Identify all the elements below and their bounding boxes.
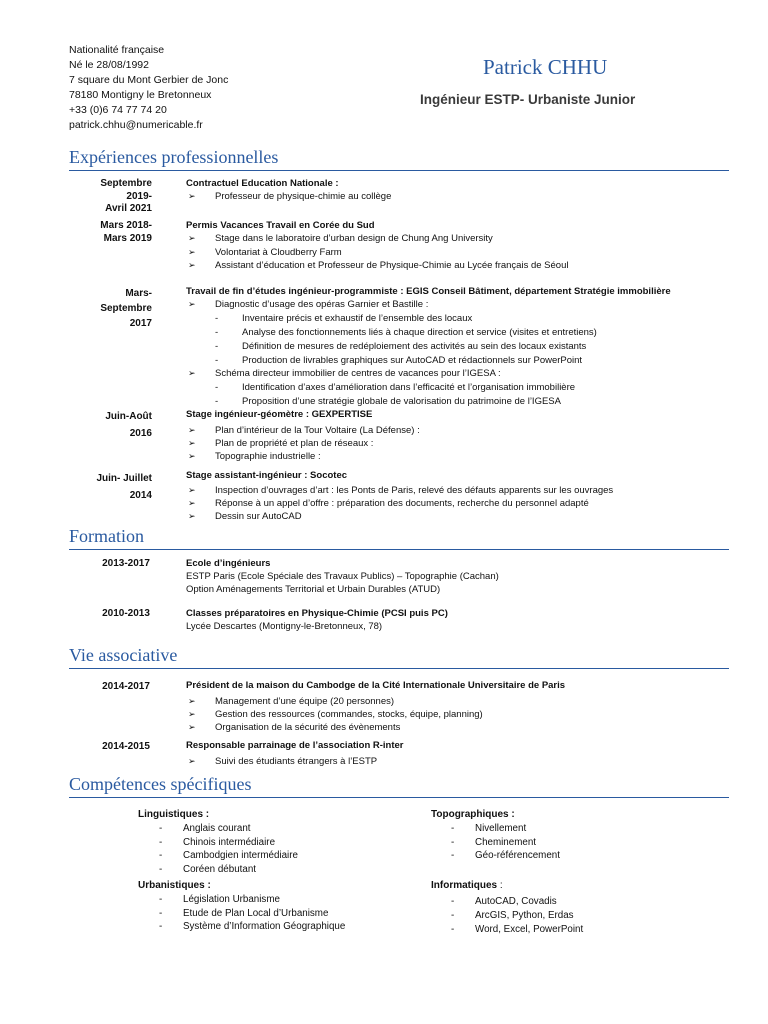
date-part: 2014 bbox=[129, 490, 152, 501]
bullet-text: Gestion des ressources (commandes, stocks, équipe, planning) bbox=[215, 709, 483, 720]
section-rule bbox=[69, 549, 729, 550]
bullet-item bbox=[188, 451, 321, 462]
arrow-bullet-icon: ➢ bbox=[188, 438, 196, 448]
skill-text: AutoCAD, Covadis bbox=[475, 896, 557, 907]
dash-glyph: - bbox=[451, 837, 455, 848]
date-part: Mars 2018- bbox=[100, 220, 152, 231]
skill-item bbox=[451, 823, 526, 834]
section-title-skills: Compétences spécifiques bbox=[69, 774, 252, 794]
entry-date bbox=[70, 408, 152, 442]
arrow-bullet-icon: ➢ bbox=[188, 247, 196, 257]
skill-group-title-topo: Topographiques : bbox=[431, 809, 515, 820]
skill-item bbox=[159, 850, 298, 861]
section-rule bbox=[69, 668, 729, 669]
skill-item bbox=[451, 837, 536, 848]
bullet-item bbox=[188, 511, 302, 522]
arrow-bullet-icon: ➢ bbox=[188, 709, 196, 719]
dash-glyph: - bbox=[215, 341, 219, 352]
entry-date: 2013-2017 bbox=[102, 558, 150, 569]
entry-date bbox=[70, 220, 152, 245]
sub-item bbox=[215, 355, 582, 366]
arrow-bullet-icon: ➢ bbox=[188, 191, 196, 201]
date-part: Juin- Juillet bbox=[96, 473, 152, 484]
skill-item bbox=[159, 894, 280, 905]
entry-date bbox=[70, 286, 152, 331]
date-part: Avril 2021 bbox=[105, 203, 152, 214]
bullet-item bbox=[188, 260, 568, 271]
bullet-text: Plan de propriété et plan de réseaux : bbox=[215, 438, 374, 449]
skill-item bbox=[159, 823, 251, 834]
entry-title: Permis Vacances Travail en Corée du Sud bbox=[186, 220, 375, 231]
entry-line: ESTP Paris (Ecole Spéciale des Travaux Publics) – Topographie (Cachan) bbox=[186, 571, 499, 582]
skill-text: Cambodgien intermédiaire bbox=[183, 850, 298, 861]
bullet-item bbox=[188, 696, 394, 707]
date-part: 2017 bbox=[129, 318, 152, 329]
arrow-bullet-icon: ➢ bbox=[188, 368, 196, 378]
dash-glyph: - bbox=[159, 894, 163, 905]
bullet-text: Topographie industrielle : bbox=[215, 451, 321, 462]
entry-date bbox=[70, 470, 152, 504]
skill-text: Cheminement bbox=[475, 837, 536, 848]
dash-glyph: - bbox=[159, 837, 163, 848]
bullet-text: Diagnostic d’usage des opéras Garnier et Bastille : bbox=[215, 299, 429, 310]
skill-text: ArcGIS, Python, Erdas bbox=[475, 910, 574, 921]
dash-glyph: - bbox=[215, 396, 219, 407]
entry-title: Président de la maison du Cambodge de la Cité Internationale Universitaire de Paris bbox=[186, 680, 566, 691]
bullet-item bbox=[188, 368, 501, 379]
bullet-item bbox=[188, 247, 342, 258]
skill-group-title-text: Informatiques bbox=[431, 880, 498, 891]
arrow-bullet-icon: ➢ bbox=[188, 722, 196, 732]
skill-group-title-urban: Urbanistiques : bbox=[138, 880, 211, 891]
sub-item-text: Proposition d’une stratégie globale de valorisation du patrimoine de l’IGESA bbox=[242, 396, 561, 407]
entry-title: Stage ingénieur-géomètre : GEXPERTISE bbox=[186, 409, 373, 420]
section-title-experience: Expériences professionnelles bbox=[69, 147, 279, 167]
bullet-item bbox=[188, 299, 428, 310]
bullet-item bbox=[188, 438, 373, 449]
bullet-text: Suivi des étudiants étrangers à l’ESTP bbox=[215, 756, 378, 767]
nationality: Nationalité française bbox=[69, 44, 165, 56]
skill-text: Système d’Information Géographique bbox=[183, 921, 346, 932]
skill-item bbox=[451, 850, 560, 861]
arrow-bullet-icon: ➢ bbox=[188, 696, 196, 706]
skill-group-title-it bbox=[431, 880, 503, 891]
skill-text: Législation Urbanisme bbox=[183, 894, 280, 905]
address-line-2: 78180 Montigny le Bretonneux bbox=[69, 89, 212, 101]
bullet-text: Organisation de la sécurité des évènements bbox=[215, 722, 401, 733]
arrow-bullet-icon: ➢ bbox=[188, 485, 196, 495]
entry-date bbox=[70, 178, 152, 216]
bullet-text: Professeur de physique-chimie au collège bbox=[215, 191, 392, 202]
dash-glyph: - bbox=[159, 864, 163, 875]
dash-glyph: - bbox=[451, 910, 455, 921]
bullet-item bbox=[188, 756, 377, 767]
entry-title: Classes préparatoires en Physique-Chimie (PCSI puis PC) bbox=[186, 608, 448, 619]
date-part: Septembre bbox=[100, 303, 152, 314]
section-title-education: Formation bbox=[69, 526, 144, 546]
skill-text: Géo-référencement bbox=[475, 850, 560, 861]
bullet-text: Assistant d’éducation et Professeur de Physique-Chimie au Lycée français de Séoul bbox=[215, 260, 569, 271]
bullet-text: Stage dans le laboratoire d’urban design de Chung Ang University bbox=[215, 233, 493, 244]
skill-text: Chinois intermédiaire bbox=[183, 837, 276, 848]
date-part: Septembre bbox=[100, 178, 152, 189]
dash-glyph: - bbox=[451, 850, 455, 861]
bullet-text: Schéma directeur immobilier de centres de vacances pour l’IGESA : bbox=[215, 368, 501, 379]
dash-glyph: - bbox=[451, 896, 455, 907]
arrow-bullet-icon: ➢ bbox=[188, 233, 196, 243]
arrow-bullet-icon: ➢ bbox=[188, 498, 196, 508]
skill-item bbox=[451, 896, 557, 907]
dash-glyph: - bbox=[215, 382, 219, 393]
sub-item-text: Inventaire précis et exhaustif de l’ensemble des locaux bbox=[242, 313, 473, 324]
skill-text: Coréen débutant bbox=[183, 864, 256, 875]
date-part: 2019- bbox=[126, 190, 152, 202]
entry-title: Ecole d’ingénieurs bbox=[186, 558, 271, 569]
section-title-associative: Vie associative bbox=[69, 645, 178, 665]
bullet-text: Plan d’intérieur de la Tour Voltaire (La Défense) : bbox=[215, 425, 420, 436]
dash-glyph: - bbox=[159, 850, 163, 861]
sub-item bbox=[215, 341, 586, 352]
skill-item bbox=[451, 910, 574, 921]
section-rule bbox=[69, 797, 729, 798]
bullet-item bbox=[188, 233, 493, 244]
arrow-bullet-icon: ➢ bbox=[188, 451, 196, 461]
arrow-bullet-icon: ➢ bbox=[188, 425, 196, 435]
date-part: Mars- bbox=[125, 288, 152, 299]
contact-block bbox=[69, 43, 228, 133]
skill-text: Etude de Plan Local d’Urbanisme bbox=[183, 908, 329, 919]
dash-glyph: - bbox=[159, 908, 163, 919]
sub-item-text: Analyse des fonctionnements liés à chaque direction et service (visites et entretiens) bbox=[242, 327, 597, 338]
person-name: Patrick CHHU bbox=[483, 55, 608, 79]
arrow-bullet-icon: ➢ bbox=[188, 756, 196, 766]
skill-item bbox=[159, 864, 256, 875]
sub-item-text: Définition de mesures de redéploiement des activités au sein des locaux existants bbox=[242, 341, 587, 352]
skill-item bbox=[159, 921, 345, 932]
bullet-item bbox=[188, 191, 391, 202]
skill-text: Nivellement bbox=[475, 823, 527, 834]
sub-item bbox=[215, 313, 472, 324]
date-part: Juin-Août bbox=[105, 411, 152, 422]
dash-glyph: - bbox=[451, 924, 455, 935]
dash-glyph: - bbox=[159, 921, 163, 932]
skill-item bbox=[159, 837, 275, 848]
bullet-text: Volontariat à Cloudberry Farm bbox=[215, 247, 342, 258]
sub-item bbox=[215, 396, 561, 407]
entry-line: Lycée Descartes (Montigny-le-Bretonneux, 78) bbox=[186, 621, 383, 632]
sub-item bbox=[215, 382, 575, 393]
dash-glyph: - bbox=[215, 313, 219, 324]
skill-group-title-suffix: : bbox=[497, 880, 503, 891]
email: patrick.chhu@numericable.fr bbox=[69, 119, 203, 131]
skill-text: Word, Excel, PowerPoint bbox=[475, 924, 584, 935]
bullet-item bbox=[188, 485, 613, 496]
bullet-item bbox=[188, 709, 483, 720]
skill-item bbox=[159, 908, 328, 919]
dash-glyph: - bbox=[215, 355, 219, 366]
skill-group-title-linguistic: Linguistiques : bbox=[138, 809, 210, 820]
arrow-bullet-icon: ➢ bbox=[188, 511, 196, 521]
entry-date: 2010-2013 bbox=[102, 608, 150, 619]
arrow-bullet-icon: ➢ bbox=[188, 260, 196, 270]
dash-glyph: - bbox=[451, 823, 455, 834]
section-rule bbox=[69, 170, 729, 171]
entry-title: Travail de fin d’études ingénieur-programmiste : EGIS Conseil Bâtiment, département Stratégie immobilière bbox=[186, 286, 671, 297]
sub-item-text: Identification d’axes d’amélioration dans l’efficacité et l’organisation immobilière bbox=[242, 382, 576, 393]
entry-title: Stage assistant-ingénieur : Socotec bbox=[186, 470, 348, 481]
address-line-1: 7 square du Mont Gerbier de Jonc bbox=[69, 74, 229, 86]
bullet-item bbox=[188, 722, 400, 733]
job-title: Ingénieur ESTP- Urbaniste Junior bbox=[420, 92, 636, 107]
entry-date: 2014-2017 bbox=[102, 681, 150, 692]
sub-item bbox=[215, 327, 597, 338]
sub-item-text: Production de livrables graphiques sur AutoCAD et rédactionnels sur PowerPoint bbox=[242, 355, 583, 366]
date-part: Mars 2019 bbox=[103, 232, 152, 244]
bullet-text: Dessin sur AutoCAD bbox=[215, 511, 302, 522]
bullet-text: Réponse à un appel d’offre : préparation des documents, recherche du personnel adapté bbox=[215, 498, 589, 509]
dash-glyph: - bbox=[215, 327, 219, 338]
date-part: 2016 bbox=[129, 428, 152, 439]
entry-line: Option Aménagements Territorial et Urbain Durables (ATUD) bbox=[186, 584, 441, 595]
entry-title: Responsable parrainage de l’association R-inter bbox=[186, 740, 404, 751]
skill-item bbox=[451, 924, 583, 935]
bullet-text: Inspection d’ouvrages d’art : les Ponts de Paris, relevé des défauts apparents sur les ouvrages bbox=[215, 485, 614, 496]
bullet-text: Management d’une équipe (20 personnes) bbox=[215, 696, 395, 707]
entry-date: 2014-2015 bbox=[102, 741, 150, 752]
bullet-item bbox=[188, 425, 420, 436]
phone: +33 (0)6 74 77 74 20 bbox=[69, 104, 167, 116]
birth-date: Né le 28/08/1992 bbox=[69, 59, 149, 71]
skill-text: Anglais courant bbox=[183, 823, 251, 834]
bullet-item bbox=[188, 498, 589, 509]
arrow-bullet-icon: ➢ bbox=[188, 299, 196, 309]
entry-title: Contractuel Education Nationale : bbox=[186, 178, 339, 189]
dash-glyph: - bbox=[159, 823, 163, 834]
